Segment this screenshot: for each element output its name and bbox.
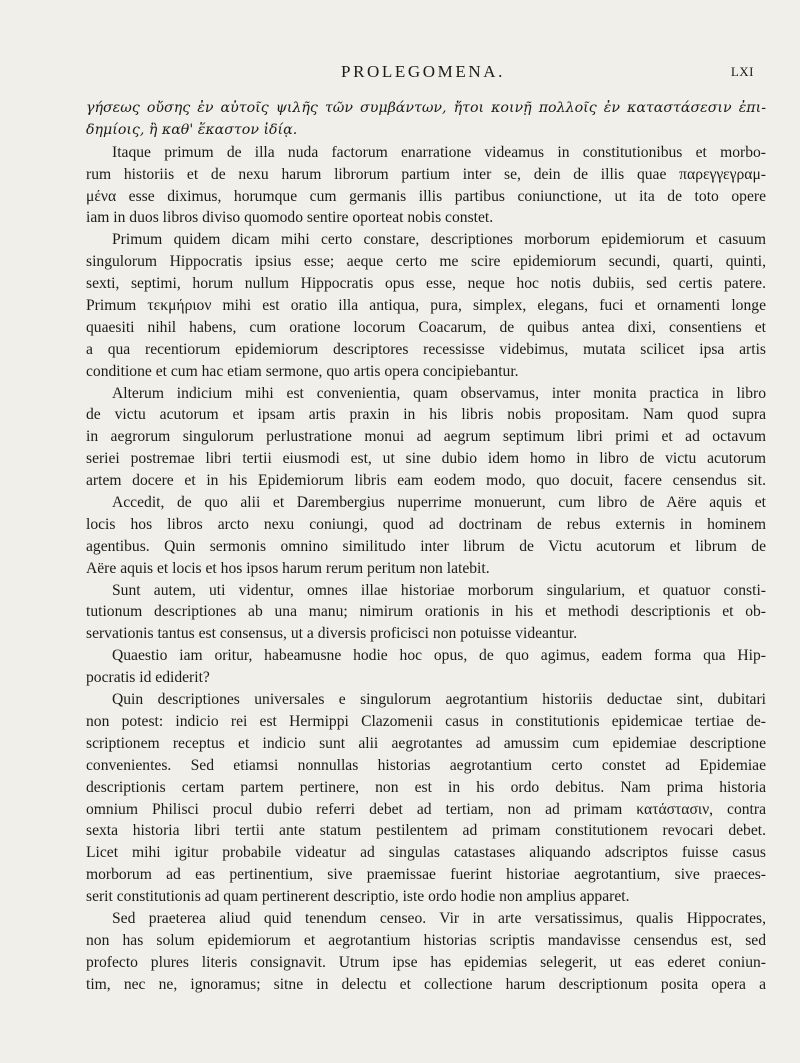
text-line: Accedit, de quo alii et Darembergius nuperrime monuerunt, cum libro de Aëre aquis et (112, 494, 766, 512)
text-line: descriptionis certam partem pertinere, non est in his ordo debitus. Nam prima historia (86, 778, 766, 796)
text-line: γήσεως οὔσης ἐν αὐτοῖς ψιλῆς τῶν συμβάντων, ἤτοι κοινῇ πολλοῖς ἐν καταστάσεσιν ἐπι- (86, 100, 766, 116)
text-line: de victu acutorum et ipsam artis praxin in his libris nobis propositam. Nam quod supra (86, 406, 766, 424)
text-line: quaesiti nihil habens, cum oratione locorum Coacarum, de quibus antea dixi, consentiens et (86, 318, 766, 336)
text-line: scriptionem receptus et indicio sunt alii aegrotantes ad amussim cum epidemiae descriptione (86, 734, 766, 752)
text-line: non potest: indicio rei est Hermippi Clazomenii casus in constitutionis epidemicae tertiae de- (86, 712, 766, 730)
text-line: tim, nec ne, ignoramus; sitne in delectu et collectione harum descriptionum posita opera a (86, 975, 766, 993)
text-line: a qua recentiorum epidemiorum descriptores recessisse videbimus, mutata scilicet ipsa artis (86, 340, 766, 358)
page-number: LXI (730, 64, 754, 79)
text-line: profecto plures literis consignavit. Utrum ipse has epidemias selegerit, ut eas ederet coniun- (86, 953, 766, 971)
text-line: Itaque primum de illa nuda factorum enarratione videamus in constitutionibus et morbo- (112, 143, 766, 161)
text-line: singulorum Hippocratis ipsius esse; aeque certo me scire epidemiorum secundi, quarti, quinti, (86, 253, 766, 271)
text-line: pocratis id ediderit? (86, 669, 210, 687)
text-line: omnium Philisci procul dubio referri debet ad tertiam, non ad primam κατάστασιν, contra (86, 800, 766, 818)
text-line: δημίοις, ἢ καθ' ἕκαστον ἰδίᾳ. (86, 121, 298, 138)
text-line: serit constitutionis ad quam pertinerent descriptio, iste ordo hodie non amplius apparet. (86, 888, 630, 906)
text-line: morborum ad eas pertinentium, sive praemissae fuerint historiae aegrotantium, sive praeces- (86, 866, 766, 884)
text-line: non has solum epidemiorum et aegrotantium historias scriptis mandavisse censendus est, sed (86, 931, 766, 949)
text-line: Aëre aquis et locis et hos ipsos harum rerum peritum non latebit. (86, 559, 490, 577)
text-line: agentibus. Quin sermonis omnino similitudo inter librum de Victu acutorum et librum de (86, 537, 766, 555)
text-line: rum historiis et de nexu harum librorum partium inter se, dein de illis quae παρεγγεγραμ- (86, 165, 766, 183)
text-line: Sed praeterea aliud quid tenendum censeo. Vir in arte versatissimus, qualis Hippocrates, (112, 909, 766, 927)
text-line: seriei postremae libri tertii eiusmodi est, ut sine dubio idem homo in libro de victu acutorum (86, 450, 766, 468)
text-line: iam in duos libros diviso quomodo sentire oporteat nobis constet. (86, 209, 494, 227)
text-line: locis hos libros arcto nexu coniungi, quod ad doctrinam de rebus externis in hominem (86, 515, 766, 533)
text-line: Sunt autem, uti videntur, omnes illae historiae morborum singularium, et quatuor consti- (112, 581, 766, 599)
text-line: Primum τεκμήριον mihi est oratio illa antiqua, pura, simplex, elegans, fuci et ornamenti longe (86, 297, 766, 315)
text-line: servationis tantus est consensus, ut a diversis proficisci non potuisse videantur. (86, 625, 578, 643)
text-line: μένα esse diximus, horumque cum germanis illis partibus coniunctione, ut ita de toto opere (86, 187, 766, 205)
text-line: sexta historia libri tertii ante statum pestilentem ad primam constitutionem revocari debet. (86, 822, 766, 840)
text-line: in aegrorum singulorum perlustratione monui ad aegrum septimum libri primi et ad octavum (86, 428, 766, 446)
page-header (86, 60, 760, 84)
text-line: Licet mihi igitur probabile videatur ad singulas catastases aliquando adscriptos fuisse casus (86, 844, 766, 862)
text-line: tutionum descriptiones ab una manu; nimirum orationis in his et methodi descriptionis et ob- (86, 603, 766, 621)
text-line: Quin descriptiones universales e singulorum aegrotantium historiis deductae sint, dubitari (112, 691, 766, 709)
text-line: Primum quidem dicam mihi certo constare, descriptiones morborum epidemiorum et casuum (112, 231, 766, 249)
running-title: PROLEGOMENA. (341, 62, 505, 81)
text-line: sexti, septimi, horum nullum Hippocratis opus esse, neque hoc notis dubiis, sed certis patere. (86, 275, 766, 293)
text-line: Quaestio iam oritur, habeamusne hodie hoc opus, de quo agimus, eadem forma qua Hip- (112, 647, 766, 665)
text-line: conditione et cum hac etiam sermone, quo artis opera concipiebantur. (86, 362, 519, 380)
body-text (86, 98, 766, 996)
text-line: Alterum indicium mihi est convenientia, quam observamus, inter monita practica in libro (112, 384, 766, 402)
text-line: convenientes. Sed etiamsi nonnullas historias aegrotantium certo constet ad Epidemiae (86, 756, 766, 774)
text-line: artem docere et in his Epidemiorum libris eam eodem modo, quo docuit, facere censendus sit. (86, 472, 766, 490)
